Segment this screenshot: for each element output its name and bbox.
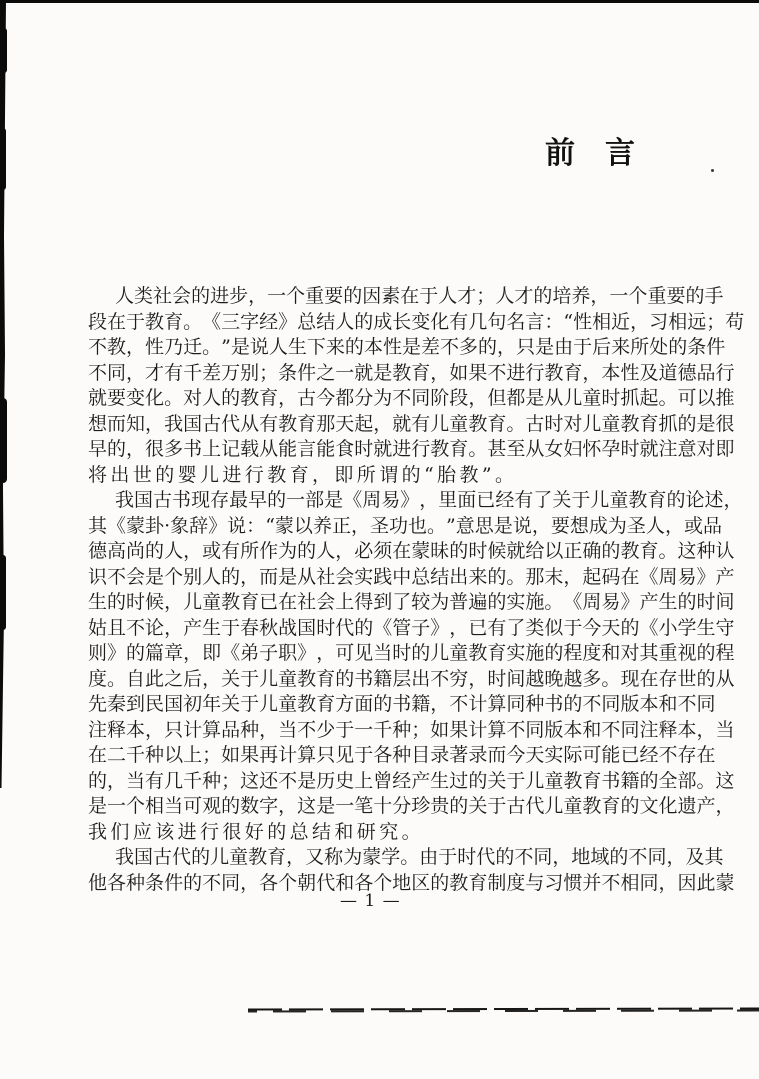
text-line: 识 不 会 是 个 别 人 的 ， 而 是 从 社 会 实 践 中 总 结 出 来 的 。 那 末 ， 起 码 在 《 周 易 》 产 — [88, 565, 735, 588]
text-line: 其 《 蒙 卦 · 象 辞 》 说 ： “ 蒙 以 养 正 ， 圣 功 也 。 ” 意 思 是 说 ， 要 想 成 为 圣 人 ， 或 品 — [88, 514, 722, 537]
text-line: 段 在 于 教 育 。 《 三 字 经 》 总 结 人 的 成 长 变 化 有 几 句 名 言 ： “ 性 相 近 ， 习 相 远 ； 苟 — [88, 310, 745, 333]
text-line: 人 类 社 会 的 进 步 ， 一 个 重 要 的 因 素 在 于 人 才 ； 人 才 的 培 养 ， 一 个 重 要 的 手 — [115, 285, 724, 307]
text-line: 的 ， 当 有 几 千 种 ； 这 还 不 是 历 史 上 曾 经 产 生 过 的 关 于 儿 童 教 育 书 籍 的 全 部 。 这 — [88, 769, 735, 792]
text-line: 不 教 ， 性 乃 迁 。 ” 是 说 人 生 下 来 的 本 性 是 差 不 多 的 ， 只 是 由 于 后 来 所 处 的 条 件 — [88, 336, 726, 358]
scan-edge-bottom-dashed — [248, 1007, 759, 1013]
text-line: 度 。 自 此 之 后 ， 关 于 儿 童 教 育 的 书 籍 层 出 不 穷 ， 时 间 越 晚 越 多 。 现 在 存 世 的 从 — [88, 667, 735, 690]
text-line: 德 高 尚 的 人 ， 或 有 所 作 为 的 人 ， 必 须 在 蒙 昧 的 时 候 就 给 以 正 确 的 教 育 。 这 种 认 — [88, 540, 735, 562]
page-title — [545, 136, 635, 171]
text-line: 他 各 种 条 件 的 不 同 ， 各 个 朝 代 和 各 个 地 区 的 教 育 制 度 与 习 惯 并 不 相 同 ， 因 此 蒙 — [88, 871, 735, 894]
text-line: 是 一 个 相 当 可 观 的 数 字 ， 这 是 一 笔 十 分 珍 贵 的 关 于 古 代 儿 童 教 育 的 文 化 遗 产 ， — [88, 795, 735, 817]
scan-edge-blob — [0, 555, 6, 630]
text-line: 注 释 本 ， 只 计 算 品 种 ， 当 不 少 于 一 千 种 ； 如 果 计 算 不 同 版 本 和 不 同 注 释 本 ， 当 — [88, 718, 735, 741]
text-line: 我 国 古 书 现 存 最 早 的 一 部 是 《 周 易 》 ， 里 面 已 经 有 了 关 于 儿 童 教 育 的 论 述 ， — [115, 489, 743, 511]
scan-edge-blob — [0, 128, 6, 190]
text-line: 在 二 千 种 以 上 ； 如 果 再 计 算 只 见 于 各 种 目 录 著 录 而 今 天 实 际 可 能 已 经 不 存 在 — [88, 744, 716, 766]
text-line: 姑 且 不 论 ， 产 生 于 春 秋 战 国 时 代 的 《 管 子 》 ， 已 有 了 类 似 于 今 天 的 《 小 学 生 守 — [88, 616, 735, 639]
text-line: 先 秦 到 民 国 初 年 关 于 儿 童 教 育 方 面 的 书 籍 ， 不 计 算 同 种 书 的 不 同 版 本 和 不 同 — [88, 693, 716, 715]
text-line: 不 同 ， 才 有 千 差 万 别 ； 条 件 之 一 就 是 教 育 ， 如 果 不 进 行 教 育 ， 本 性 及 道 德 品 行 — [88, 361, 735, 384]
text-line: 生 的 时 候 ， 儿 童 教 育 已 在 社 会 上 得 到 了 较 为 普 遍 的 实 施 。 《 周 易 》 产 生 的 时 间 — [88, 591, 735, 613]
text-line: 则 》 的 篇 章 ， 即 《 弟 子 职 》 ， 可 见 当 时 的 儿 童 教 育 实 施 的 程 度 和 对 其 重 视 的 程 — [88, 642, 735, 664]
scan-edge-blob — [0, 28, 7, 73]
scan-edge-blob — [0, 398, 7, 483]
scan-speck — [711, 169, 714, 172]
scan-edge-top — [0, 0, 759, 3]
text-line: 就 要 变 化 。 对 人 的 教 育 ， 古 今 都 分 为 不 同 阶 段 ， 但 都 是 从 儿 童 时 抓 起 。 可 以 推 — [88, 387, 735, 409]
text-line: 我们应该进行很好的总结和研究。 — [88, 820, 425, 843]
title-char-right: 言 — [605, 136, 635, 171]
text-line: 我 国 古 代 的 儿 童 教 育 ， 又 称 为 蒙 学 。 由 于 时 代 的 不 同 ， 地 域 的 不 同 ， 及 其 — [115, 846, 724, 868]
scan-edge-left — [0, 0, 7, 788]
page-number: — 1 — — [340, 891, 401, 911]
title-char-left: 前 — [545, 136, 575, 171]
text-line: 早 的 ， 很 多 书 上 记 载 从 能 言 能 食 时 就 进 行 教 育 。 甚 至 从 女 妇 怀 孕 时 就 注 意 对 即 — [88, 438, 735, 460]
body-text — [88, 284, 745, 896]
text-line: 想 而 知 ， 我 国 古 代 从 有 教 育 那 天 起 ， 就 有 儿 童 教 育 。 古 时 对 儿 童 教 育 抓 的 是 很 — [88, 412, 735, 435]
text-line: 将出世的婴儿进行教育，即所谓的“胎教”。 — [88, 463, 518, 486]
